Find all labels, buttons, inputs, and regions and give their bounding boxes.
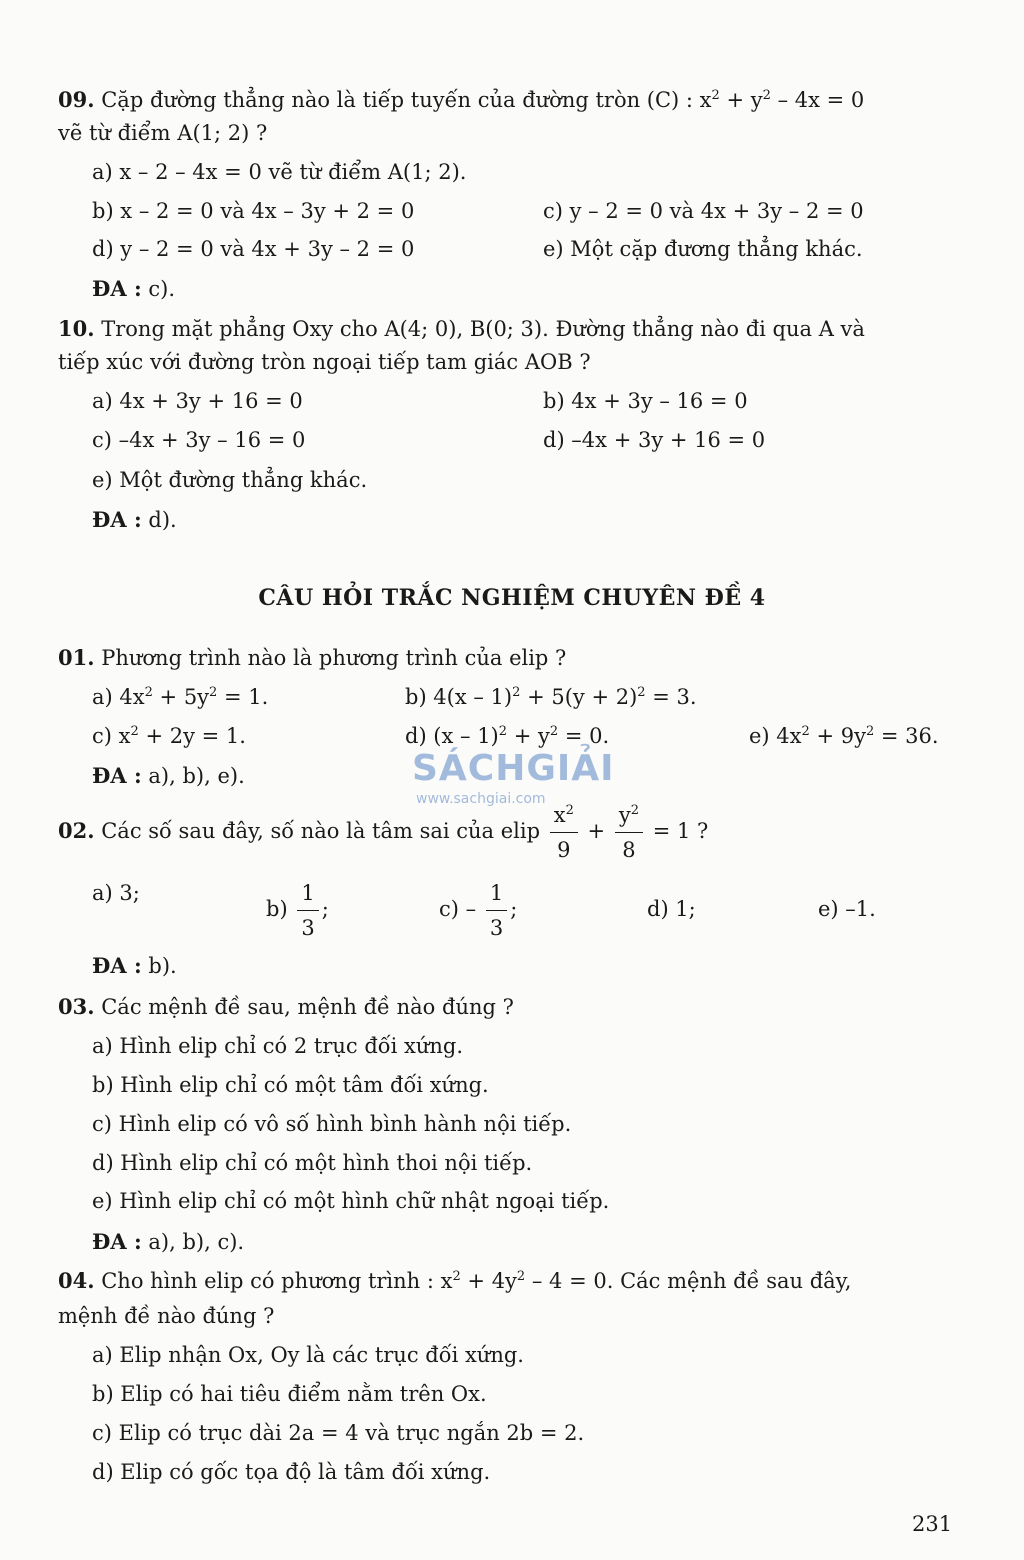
s03-option-e: e) Hình elip chỉ có một hình chữ nhật ngoại tiếp. [92,1189,610,1213]
watermark-url: www.sachgiai.com [416,791,546,807]
s02-option-a: a) 3; [92,881,140,905]
s03-stem: 03. Các mệnh đề sau, mệnh đề nào đúng ? [58,994,514,1019]
s01-option-a: a) $4x^2 + 5y^2 = 1$. [92,685,269,709]
s03-answer: ĐA : a), b), c). [92,1229,245,1254]
q09-stem-line2: vẽ từ điểm A(1; 2) ? [58,121,268,145]
watermark [412,748,617,807]
s03-option-a: a) Hình elip chỉ có 2 trục đối xứng. [92,1034,464,1058]
q09-option-b: b) x – 2 = 0 và 4x – 3y + 2 = 0 [92,199,415,223]
q10-stem-line1: 10. Trong mặt phẳng Oxy cho A(4; 0), B(0; 3). Đường thẳng nào đi qua A và [58,316,865,341]
q10-answer: ĐA : d). [92,507,177,532]
q10-option-a: a) 4x + 3y + 16 = 0 [92,389,303,413]
s02-option-c: c) – $\frac{1}{3}$ ; [439,878,517,943]
s04-stem-line1: 04. Cho hình elip có phương trình : $x^2 + 4y^2 - 4 = 0$. Các mệnh đề sau đây, [58,1268,852,1293]
q10-option-d: d) –4x + 3y + 16 = 0 [543,428,766,452]
q09-option-d: d) y – 2 = 0 và 4x + 3y – 2 = 0 [92,237,415,261]
s01-stem: 01. Phương trình nào là phương trình của elip ? [58,645,567,670]
q10-stem-line2: tiếp xúc với đường tròn ngoại tiếp tam giác AOB ? [58,350,591,374]
s02-number: 02. [58,818,95,843]
s04-stem-line2: mệnh đề nào đúng ? [58,1304,275,1328]
s02-option-d: d) 1; [647,897,696,921]
q10-option-b: b) 4x + 3y – 16 = 0 [543,389,748,413]
s01-number: 01. [58,645,95,670]
answer-label: ĐA : [92,276,142,301]
ellipse-fraction-x: $\frac{x^2}{9}$ [550,800,578,865]
ellipse-fraction-y: $\frac{y^2}{8}$ [615,800,643,865]
q10-option-e: e) Một đường thẳng khác. [92,468,368,492]
s01-option-d: d) $(x - 1)^2 + y^2 = 0$. [405,724,610,748]
s01-answer: ĐA : a), b), e). [92,763,245,788]
q09-stem-line1: 09. Cặp đường thẳng nào là tiếp tuyến của đường tròn (C) : $x^2 + y^2 - 4x = 0$ [58,87,865,112]
q10-option-c: c) –4x + 3y – 16 = 0 [92,428,306,452]
s03-option-c: c) Hình elip có vô số hình bình hành nội tiếp. [92,1112,572,1136]
q09-option-c: c) y – 2 = 0 và 4x + 3y – 2 = 0 [543,199,864,223]
watermark-logo: SÁCHGIẢI [412,748,615,789]
s01-option-c: c) $x^2 + 2y = 1$. [92,724,246,748]
s02-stem: 02. Các số sau đây, số nào là tâm sai của elip $\frac{x^2}{9}$ + $\frac{y^2}{8}$ = 1 ? [58,800,708,865]
s04-option-c: c) Elip có trục dài 2a = 4 và trục ngắn 2b = 2. [92,1421,585,1445]
s04-option-a: a) Elip nhận Ox, Oy là các trục đối xứng. [92,1343,524,1367]
s03-number: 03. [58,994,95,1019]
q09-option-e: e) Một cặp đương thẳng khác. [543,237,863,261]
s02-option-e: e) –1. [818,897,876,921]
s04-option-b: b) Elip có hai tiêu điểm nằm trên Ox. [92,1382,487,1406]
section-title: CÂU HỎI TRẮC NGHIỆM CHUYÊN ĐỀ 4 [258,585,766,611]
q09-answer: ĐA : c). [92,276,176,301]
s01-option-e: e) $4x^2 + 9y^2 = 36$. [749,724,939,748]
s04-number: 04. [58,1268,95,1293]
s02-option-b: b) $\frac{1}{3}$ ; [266,878,329,943]
page-number: 231 [912,1512,953,1536]
s01-option-b: b) $4(x - 1)^2 + 5(y + 2)^2 = 3$. [405,685,697,709]
q09-number: 09. [58,87,95,112]
answer-label: ĐA : [92,763,142,788]
answer-label: ĐA : [92,507,142,532]
s03-option-b: b) Hình elip chỉ có một tâm đối xứng. [92,1073,489,1097]
answer-label: ĐA : [92,1229,142,1254]
q09-option-a: a) x – 2 – 4x = 0 vẽ từ điểm A(1; 2). [92,160,467,184]
s02-answer: ĐA : b). [92,953,177,978]
q10-number: 10. [58,316,95,341]
answer-label: ĐA : [92,953,142,978]
s03-option-d: d) Hình elip chỉ có một hình thoi nội tiếp. [92,1151,533,1175]
s04-option-d: d) Elip có gốc tọa độ là tâm đối xứng. [92,1460,491,1484]
